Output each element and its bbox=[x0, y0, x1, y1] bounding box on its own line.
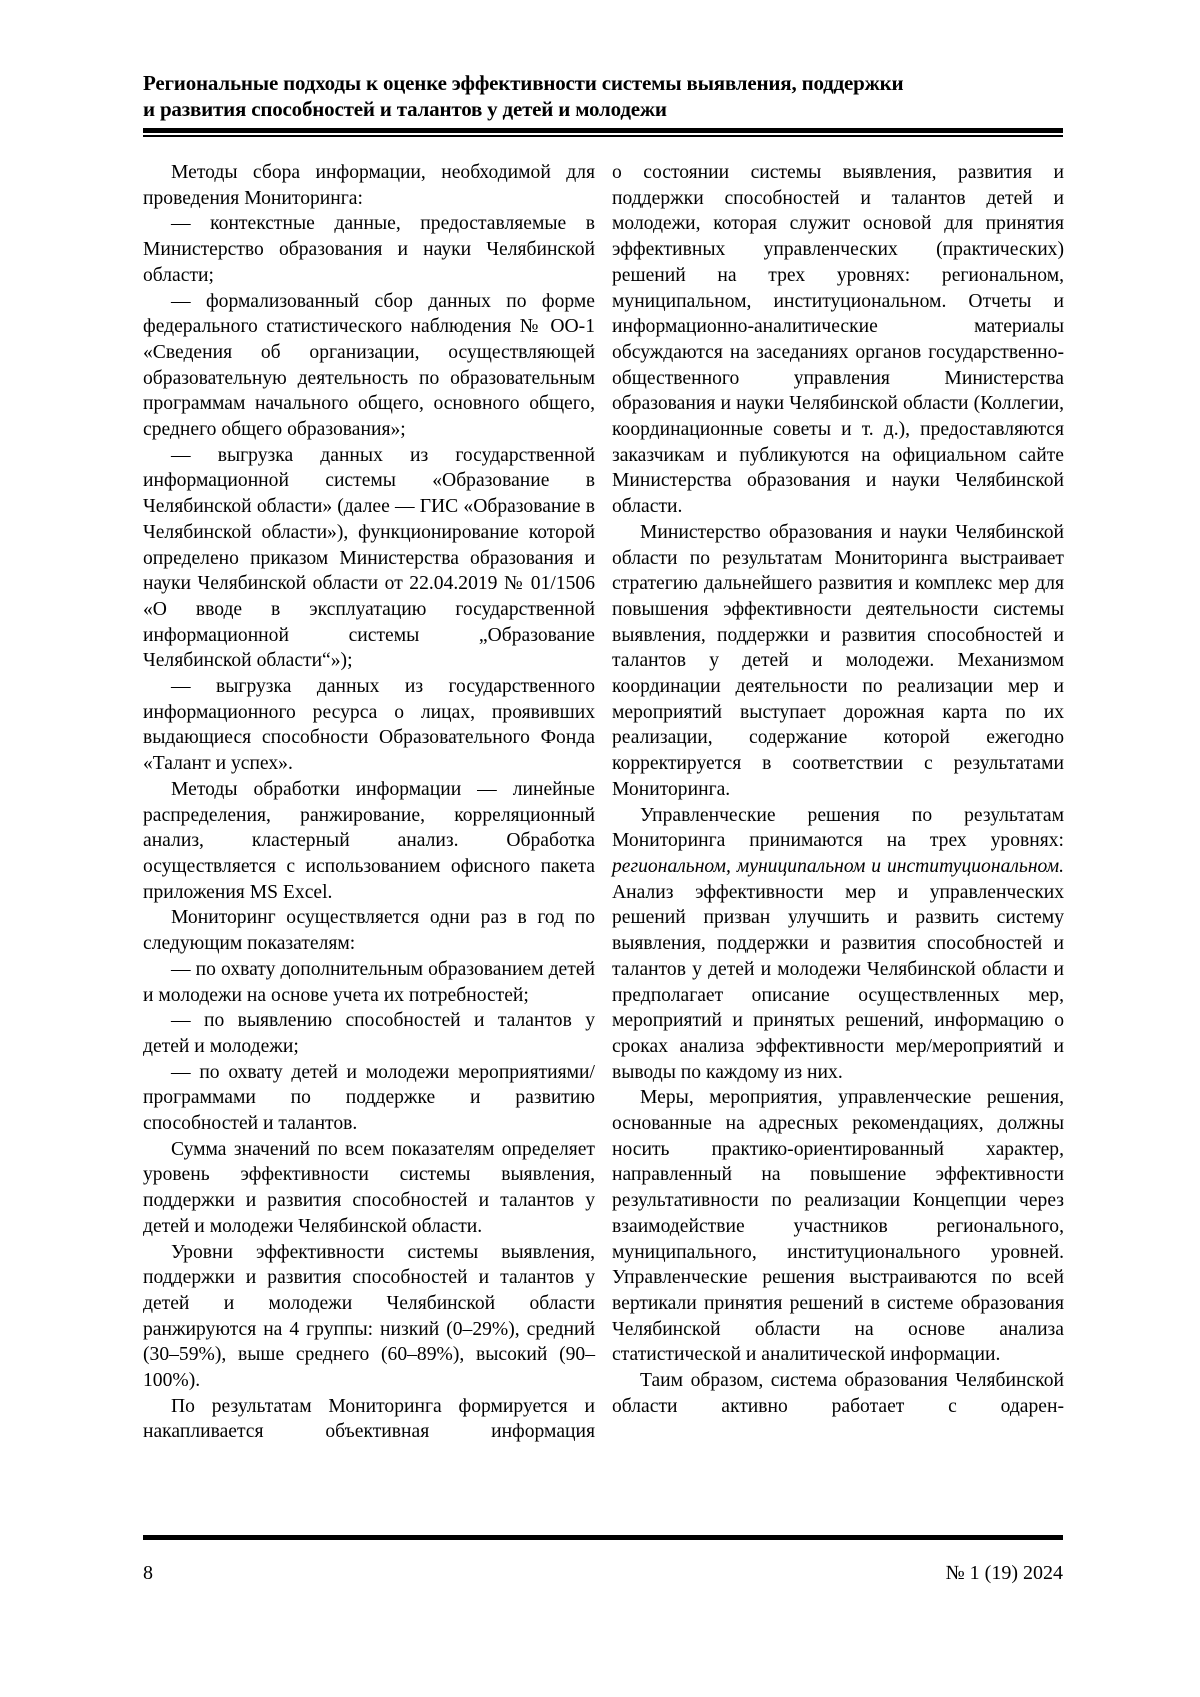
page-number: 8 bbox=[143, 1560, 153, 1586]
paragraph: Мониторинг осуществляется одни раз в год по следующим показателям: bbox=[143, 905, 595, 956]
list-item: — выгрузка данных из государственной информационной системы «Образование в Челябинской области» (далее — ГИС «Образование в Челябинской области»), функционирование которой определено приказом Министерства образования и науки Челябинской области от 22.04.2019 № 01/1506 «О вводе в эксплуатацию государственной информационной системы „Образование Челябинской области“»); bbox=[143, 443, 595, 674]
running-header bbox=[143, 70, 1063, 122]
list-item: — по выявлению способностей и талантов у детей и молодежи; bbox=[143, 1008, 595, 1059]
paragraph: Таим образом, система образования Челябинской области активно работает с одарен- bbox=[612, 1368, 1064, 1419]
header-rule-thin bbox=[143, 135, 1063, 137]
paragraph bbox=[612, 803, 1064, 1086]
paragraph: Министерство образования и науки Челябинской области по результатам Мониторинга выстраивает стратегию дальнейшего развития и комплекс мер для повышения эффективности деятельности системы выявления, поддержки и развития способностей и талантов у детей и молодежи. Механизмом координации деятельности по реализации мер и мероприятий выступает дорожная карта по их реализации, содержание которой ежегодно корректируется в соответствии с результатами Мониторинга. bbox=[612, 520, 1064, 803]
text: Анализ эффективности мер и управленческих решений призван улучшить и развить систему выявления, поддержки и развития способностей и талантов у детей и молодежи Челябинской области и предполагает описание осуществленных мер, мероприятий и принятых решений, информацию о сроках анализа эффективности мер/мероприятий и выводы по каждому из них. bbox=[612, 882, 1064, 1083]
list-item: — по охвату детей и молодежи мероприятиями/программами по поддержке и развитию способностей и талантов. bbox=[143, 1060, 595, 1137]
paragraph: Методы обработки информации — линейные распределения, ранжирование, корреляционный анализ, кластерный анализ. Обработка осуществляется с использованием офисного пакета приложения MS Excel. bbox=[143, 777, 595, 906]
right-column bbox=[612, 160, 1064, 1419]
paragraph: о состоянии системы выявления, развития и поддержки способностей и талантов детей и молодежи, которая служит основой для принятия эффективных управленческих (практических) решений на трех уровнях: региональном, муниципальном, институциональном. Отчеты и информационно-аналитические материалы обсуждаются на заседаниях органов государственно-общественного управления Министерства образования и науки Челябинской области (Коллегии, координационные советы и т. д.), предоставляются заказчикам и публикуются на официальном сайте Министерства образования и науки Челябинской области. bbox=[612, 160, 1064, 520]
header-title-line-2: и развития способностей и талантов у детей и молодежи bbox=[143, 96, 1063, 122]
paragraph: По результатам Мониторинга формируется и накапливается объективная информация bbox=[143, 1394, 595, 1445]
paragraph: Методы сбора информации, необходимой для проведения Мониторинга: bbox=[143, 160, 595, 211]
header-rule-thick bbox=[143, 128, 1063, 133]
text: Управленческие решения по результатам Мониторинга принимаются на трех уровнях: bbox=[612, 805, 1064, 852]
paragraph: Меры, мероприятия, управленческие решения, основанные на адресных рекомендациях, должны носить практико-ориентированный характер, направленный на повышение эффективности результативности по реализации Концепции через взаимодействие участников регионального, муниципального, институционального уровней. Управленческие решения выстраиваются по всей вертикали принятия решений в системе образования Челябинской области на основе анализа статистической и аналитической информации. bbox=[612, 1085, 1064, 1368]
paragraph: Сумма значений по всем показателям определяет уровень эффективности системы выявления, поддержки и развития способностей и талантов у детей и молодежи Челябинской области. bbox=[143, 1137, 595, 1240]
issue-number: № 1 (19) 2024 bbox=[946, 1560, 1063, 1586]
italic-text: региональном, муниципальном и институциональном. bbox=[612, 856, 1064, 877]
list-item: — формализованный сбор данных по форме федерального статистического наблюдения № ОО-1 «Сведения об организации, осуществляющей образовательную деятельность по образовательным программам начального общего, основного общего, среднего общего образования»; bbox=[143, 289, 595, 443]
list-item: — по охвату дополнительным образованием детей и молодежи на основе учета их потребностей; bbox=[143, 957, 595, 1008]
list-item: — контекстные данные, предоставляемые в Министерство образования и науки Челябинской области; bbox=[143, 211, 595, 288]
header-title-line-1: Региональные подходы к оценке эффективности системы выявления, поддержки bbox=[143, 70, 1063, 96]
left-column bbox=[143, 160, 595, 1445]
footer-rule bbox=[143, 1535, 1063, 1540]
list-item: — выгрузка данных из государственного информационного ресурса о лицах, проявивших выдающиеся способности Образовательного Фонда «Талант и успех». bbox=[143, 674, 595, 777]
paragraph: Уровни эффективности системы выявления, поддержки и развития способностей и талантов у детей и молодежи Челябинской области ранжируются на 4 группы: низкий (0–29%), средний (30–59%), выше среднего (60–89%), высокий (90–100%). bbox=[143, 1240, 595, 1394]
